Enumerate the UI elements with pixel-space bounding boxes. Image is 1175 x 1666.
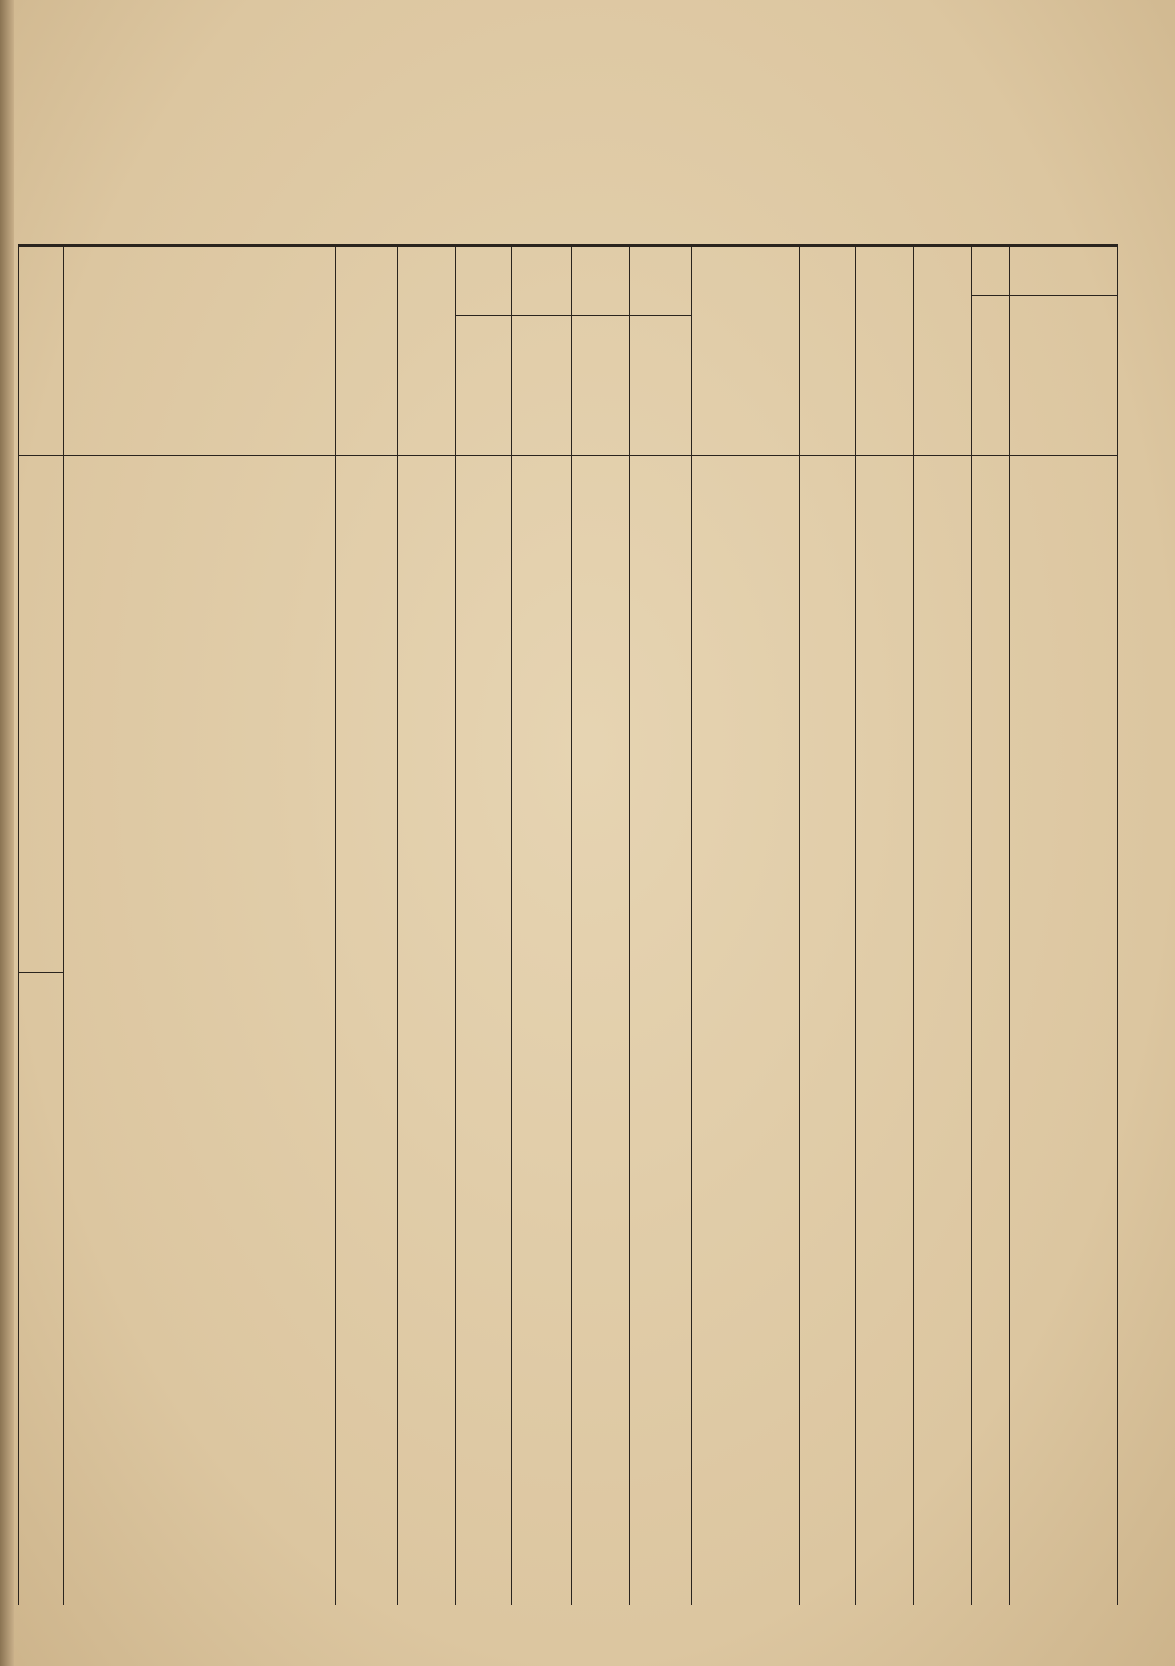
grid-line [855, 247, 856, 1605]
epizootic-table [18, 244, 1118, 1605]
grid-line [397, 247, 398, 1605]
section-divider [19, 972, 63, 973]
grid-line [971, 295, 1117, 296]
book-spine [0, 0, 14, 1666]
grid-line [691, 247, 692, 1605]
grid-line [799, 247, 800, 1605]
grid-line [455, 315, 691, 316]
grid-line [511, 247, 512, 1605]
grid-line [629, 247, 630, 1605]
grid-line [1009, 247, 1010, 1605]
grid-line [571, 247, 572, 1605]
grid-line [63, 247, 64, 1605]
grid-line [971, 247, 972, 1605]
grid-line [455, 247, 456, 1605]
grid-line [913, 247, 914, 1605]
header-bottom-line [19, 455, 1117, 456]
grid-line [335, 247, 336, 1605]
